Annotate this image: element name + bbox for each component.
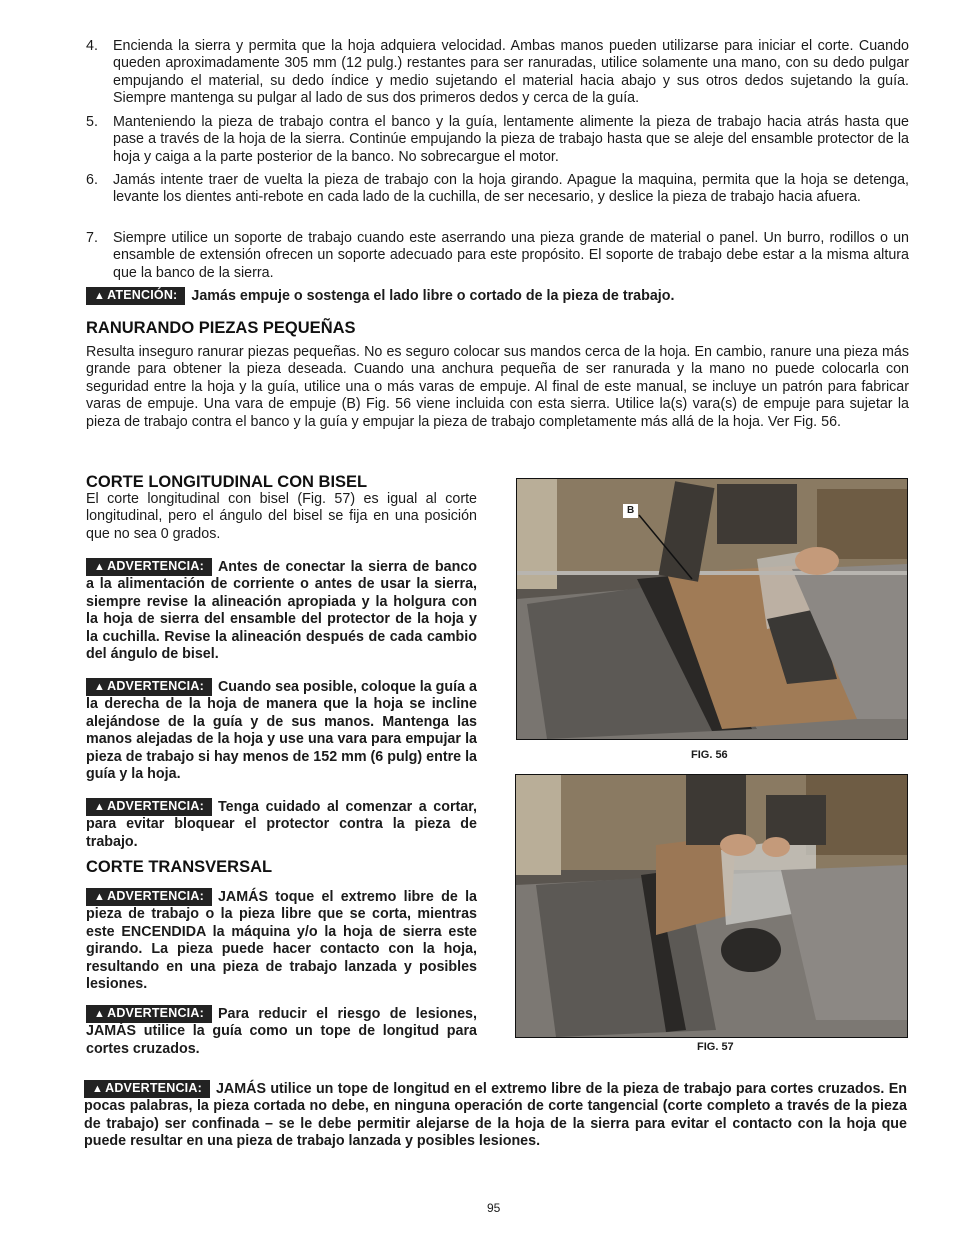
warning-text: Para reducir el riesgo de lesiones, JAMÁS utilice la guía como un tope de longitud para cortes cruzados. — [86, 1006, 477, 1057]
step-7 — [86, 230, 909, 282]
atencion-badge: ▲ ATENCIÓN: — [86, 287, 185, 305]
step-number: 7. — [86, 230, 98, 246]
step-6 — [86, 172, 909, 207]
warning-triangle-icon: ▲ — [94, 290, 106, 302]
bisel-paragraph: El corte longitudinal con bisel (Fig. 57) es igual al corte longitudinal, pero el ángulo del bisel se fija en una posición que no sea 0 grados. — [86, 491, 477, 542]
fig57-caption: FIG. 57 — [697, 1041, 734, 1053]
warning-text: JAMÁS utilice un tope de longitud en el extremo libre de la pieza de trabajo para cortes cruzados. En pocas palabras, la pieza cortada no debe, en ninguna operación de corte tangencial (corte completo a través de la pieza de trabajo) ser confinada – se le debe permitir alejarse de la hoja de la sierra para evitar el contacto con la hoja que puede resultar en una pieza de trabajo lanzada y posibles lesiones. — [84, 1081, 907, 1150]
warning-triangle-icon: ▲ — [94, 801, 106, 813]
warning-triangle-icon: ▲ — [94, 1008, 106, 1020]
advertencia-badge: ▲ ADVERTENCIA: — [86, 678, 212, 696]
advertencia-badge: ▲ ADVERTENCIA: — [86, 558, 212, 576]
step-text: Encienda la sierra y permita que la hoja adquiera velocidad. Ambas manos pueden utilizarse para iniciar el corte. Cuando queden aproximadamente 305 mm (12 pulg.) restantes para ser ranuradas, utilice solamente una mano, con su dedo pulgar empujando el material, su dedo índice y medio sujetando el material hacia abajo y sus otros dedos sujetando la guía. Siempre mantenga su pulgar al lado de sus dos primeros dedos y cerca de la guía. — [113, 38, 909, 107]
advertencia-badge: ▲ ADVERTENCIA: — [86, 888, 212, 906]
fig57-photo — [515, 774, 908, 1038]
warning-bisel-2 — [86, 678, 477, 783]
warning-text: Tenga cuidado al comenzar a cortar, para evitar bloquear el protector contra la pieza de trabajo. — [86, 799, 477, 850]
atencion-text: Jamás empuje o sostenga el lado libre o cortado de la pieza de trabajo. — [191, 288, 675, 304]
page-number: 95 — [487, 1201, 501, 1215]
ranurando-heading: RANURANDO PIEZAS PEQUEÑAS — [86, 319, 356, 337]
step-number: 5. — [86, 114, 98, 130]
warning-triangle-icon: ▲ — [94, 561, 106, 573]
fig56-label-b: B — [623, 504, 638, 518]
step-text: Manteniendo la pieza de trabajo contra el banco y la guía, lentamente alimente la pieza de trabajo hacia atrás hasta que pase a través de la hoja de la sierra. Continúe empujando la pieza de trabajo hasta que se aleje del ensamble protector de la hoja y caiga a la parte posterior de la banco. No sobrecargue el motor. — [113, 114, 909, 165]
warning-transversal-2 — [86, 1005, 477, 1058]
transversal-heading: CORTE TRANSVERSAL — [86, 858, 273, 876]
warning-triangle-icon: ▲ — [94, 681, 106, 693]
warning-text: Cuando sea posible, coloque la guía a la derecha de la hoja de manera que la hoja se incline alejándose de la guía y de sus manos. Mantenga las manos alejadas de la hoja y use una vara para empujar la pieza de trabajo si hay menos de 152 mm (6 pulg) entre la guía y la hoja. — [86, 679, 477, 783]
advertencia-badge: ▲ ADVERTENCIA: — [86, 1005, 212, 1023]
atencion-notice — [86, 287, 909, 305]
warning-transversal-1 — [86, 888, 477, 993]
step-number: 4. — [86, 38, 98, 54]
step-5 — [86, 114, 909, 166]
step-text: Siempre utilice un soporte de trabajo cuando este aserrando una pieza grande de material o panel. Un burro, rodillos o un ensamble de extensión ofrecen un soporte adecuado para este propósito. El soporte de trabajo debe estar a la misma altura que la banco de la sierra. — [113, 230, 909, 281]
bisel-heading: CORTE LONGITUDINAL CON BISEL — [86, 473, 368, 491]
advertencia-badge: ▲ ADVERTENCIA: — [84, 1080, 210, 1098]
step-4 — [86, 38, 909, 108]
final-warning — [84, 1080, 907, 1151]
advertencia-badge: ▲ ADVERTENCIA: — [86, 798, 212, 816]
fig56-photo — [516, 478, 908, 740]
warning-text: Antes de conectar la sierra de banco a la alimentación de corriente o antes de usar la sierra, siempre revise la alineación apropiada y la holgura con la hoja de sierra del ensamble del protector de la hoja y la cuchilla. Revise la alineación después de cada cambio del ángulo de bisel. — [86, 559, 477, 663]
step-number: 6. — [86, 172, 98, 188]
warning-bisel-1 — [86, 558, 477, 663]
warning-text: JAMÁS toque el extremo libre de la pieza de trabajo o la pieza libre que se corta, mientras este ENCENDIDA la máquina y/o la hoja de sierra este girando. La pieza puede hacer contacto con la hoja, resultando en una pieza de trabajo lanzada y posibles lesiones. — [86, 889, 477, 993]
step-text: Jamás intente traer de vuelta la pieza de trabajo con la hoja girando. Apague la maquina, permita que la hoja se detenga, levante los dientes anti-rebote en cada lado de la cuchilla, de ser necesario, y deslice la pieza de trabajo hacia afuera. — [113, 172, 909, 206]
ranurando-paragraph: Resulta inseguro ranurar piezas pequeñas. No es seguro colocar sus mandos cerca de la hoja. En cambio, ranure una pieza más grande para obtener la pieza deseada. Cuando una anchura pequeña de ser ranurada y la mano no puede colocarla con seguridad entre la hoja y la guía, utilice una o más varas de empuje. Al final de este manual, se incluye un patrón para fabricar varas de empuje. Una vara de empuje (B) Fig. 56 viene incluida con esta sierra. Utilice la(s) vara(s) de empuje para sujetar la pieza de trabajo contra el banco y la guía y empujar la pieza de trabajo completamente más allá de la hoja. Ver Fig. 56. — [86, 344, 909, 430]
table-saw-rip-photo — [517, 479, 907, 739]
warning-triangle-icon: ▲ — [92, 1083, 104, 1095]
warning-bisel-3 — [86, 798, 477, 851]
table-saw-bevel-photo — [516, 775, 907, 1037]
warning-triangle-icon: ▲ — [94, 891, 106, 903]
fig56-caption: FIG. 56 — [691, 749, 728, 761]
